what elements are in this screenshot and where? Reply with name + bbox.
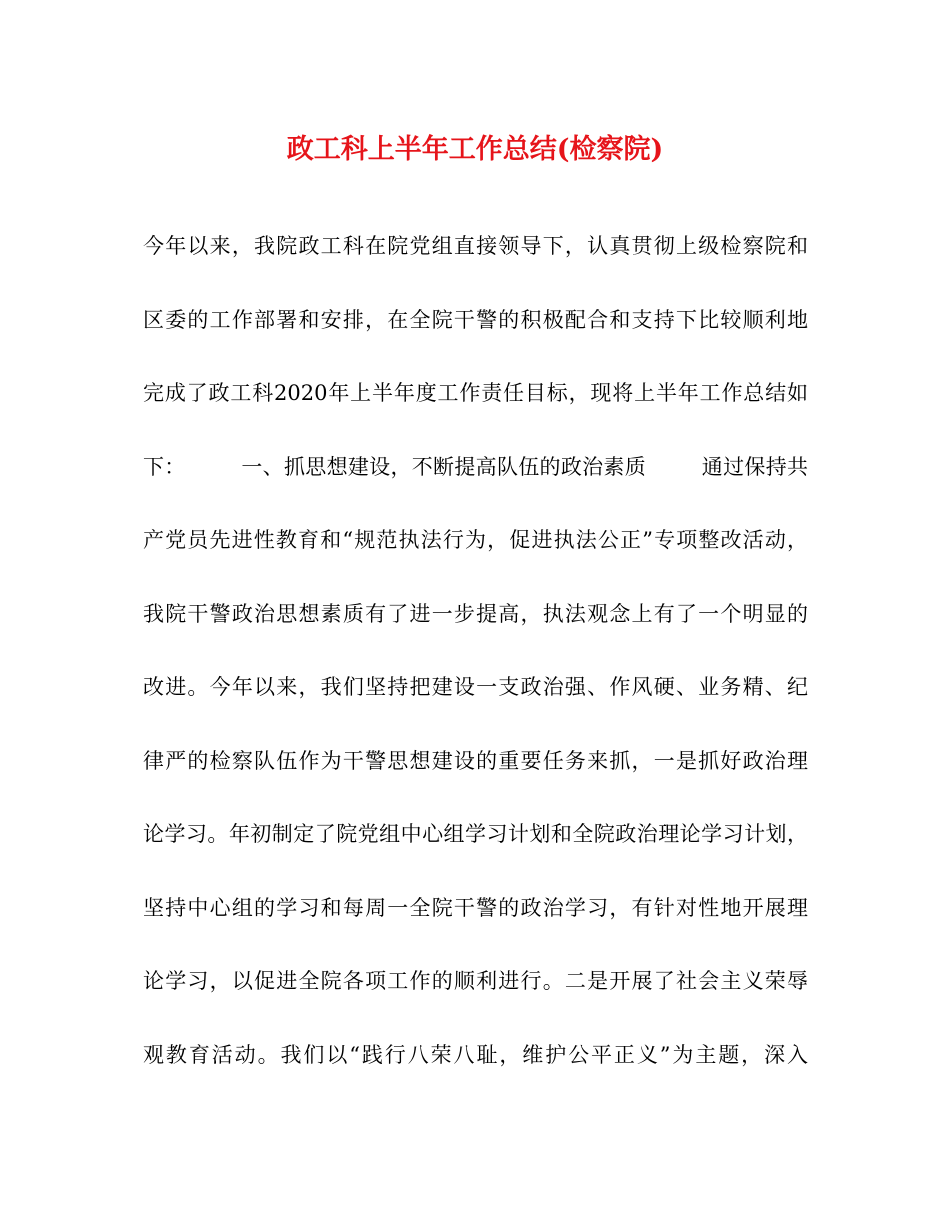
document-title: 政工科上半年工作总结(检察院) <box>286 134 664 165</box>
body-line: 论学习。年初制定了院党组中心组学习计划和全院政治理论学习计划， <box>143 822 808 846</box>
body-line: 律严的检察队伍作为干警思想建设的重要任务来抓，一是抓好政治理 <box>143 748 808 773</box>
body-line: 区委的工作部署和安排，在全院干警的积极配合和支持下比较顺利地 <box>143 307 808 332</box>
body-line: 下： 一、抓思想建设，不断提高队伍的政治素质 通过保持共 <box>143 454 808 479</box>
body-line: 坚持中心组的学习和每周一全院干警的政治学习，有针对性地开展理 <box>143 895 808 920</box>
body-line: 我院干警政治思想素质有了进一步提高，执法观念上有了一个明显的 <box>143 601 808 626</box>
body-line: 产党员先进性教育和“规范执法行为，促进执法公正”专项整改活动， <box>143 528 808 552</box>
body-line: 观教育活动。我们以“践行八荣八耻，维护公平正义”为主题，深入 <box>143 1042 808 1067</box>
body-line: 今年以来，我院政工科在院党组直接领导下，认真贯彻上级检察院和 <box>143 234 808 258</box>
body-line: 论学习，以促进全院各项工作的顺利进行。二是开展了社会主义荣辱 <box>143 969 808 993</box>
document-body <box>143 210 808 1092</box>
body-line: 改进。今年以来，我们坚持把建设一支政治强、作风硬、业务精、纪 <box>143 675 808 699</box>
body-line: 完成了政工科2020年上半年度工作责任目标，现将上半年工作总结如 <box>143 381 808 405</box>
